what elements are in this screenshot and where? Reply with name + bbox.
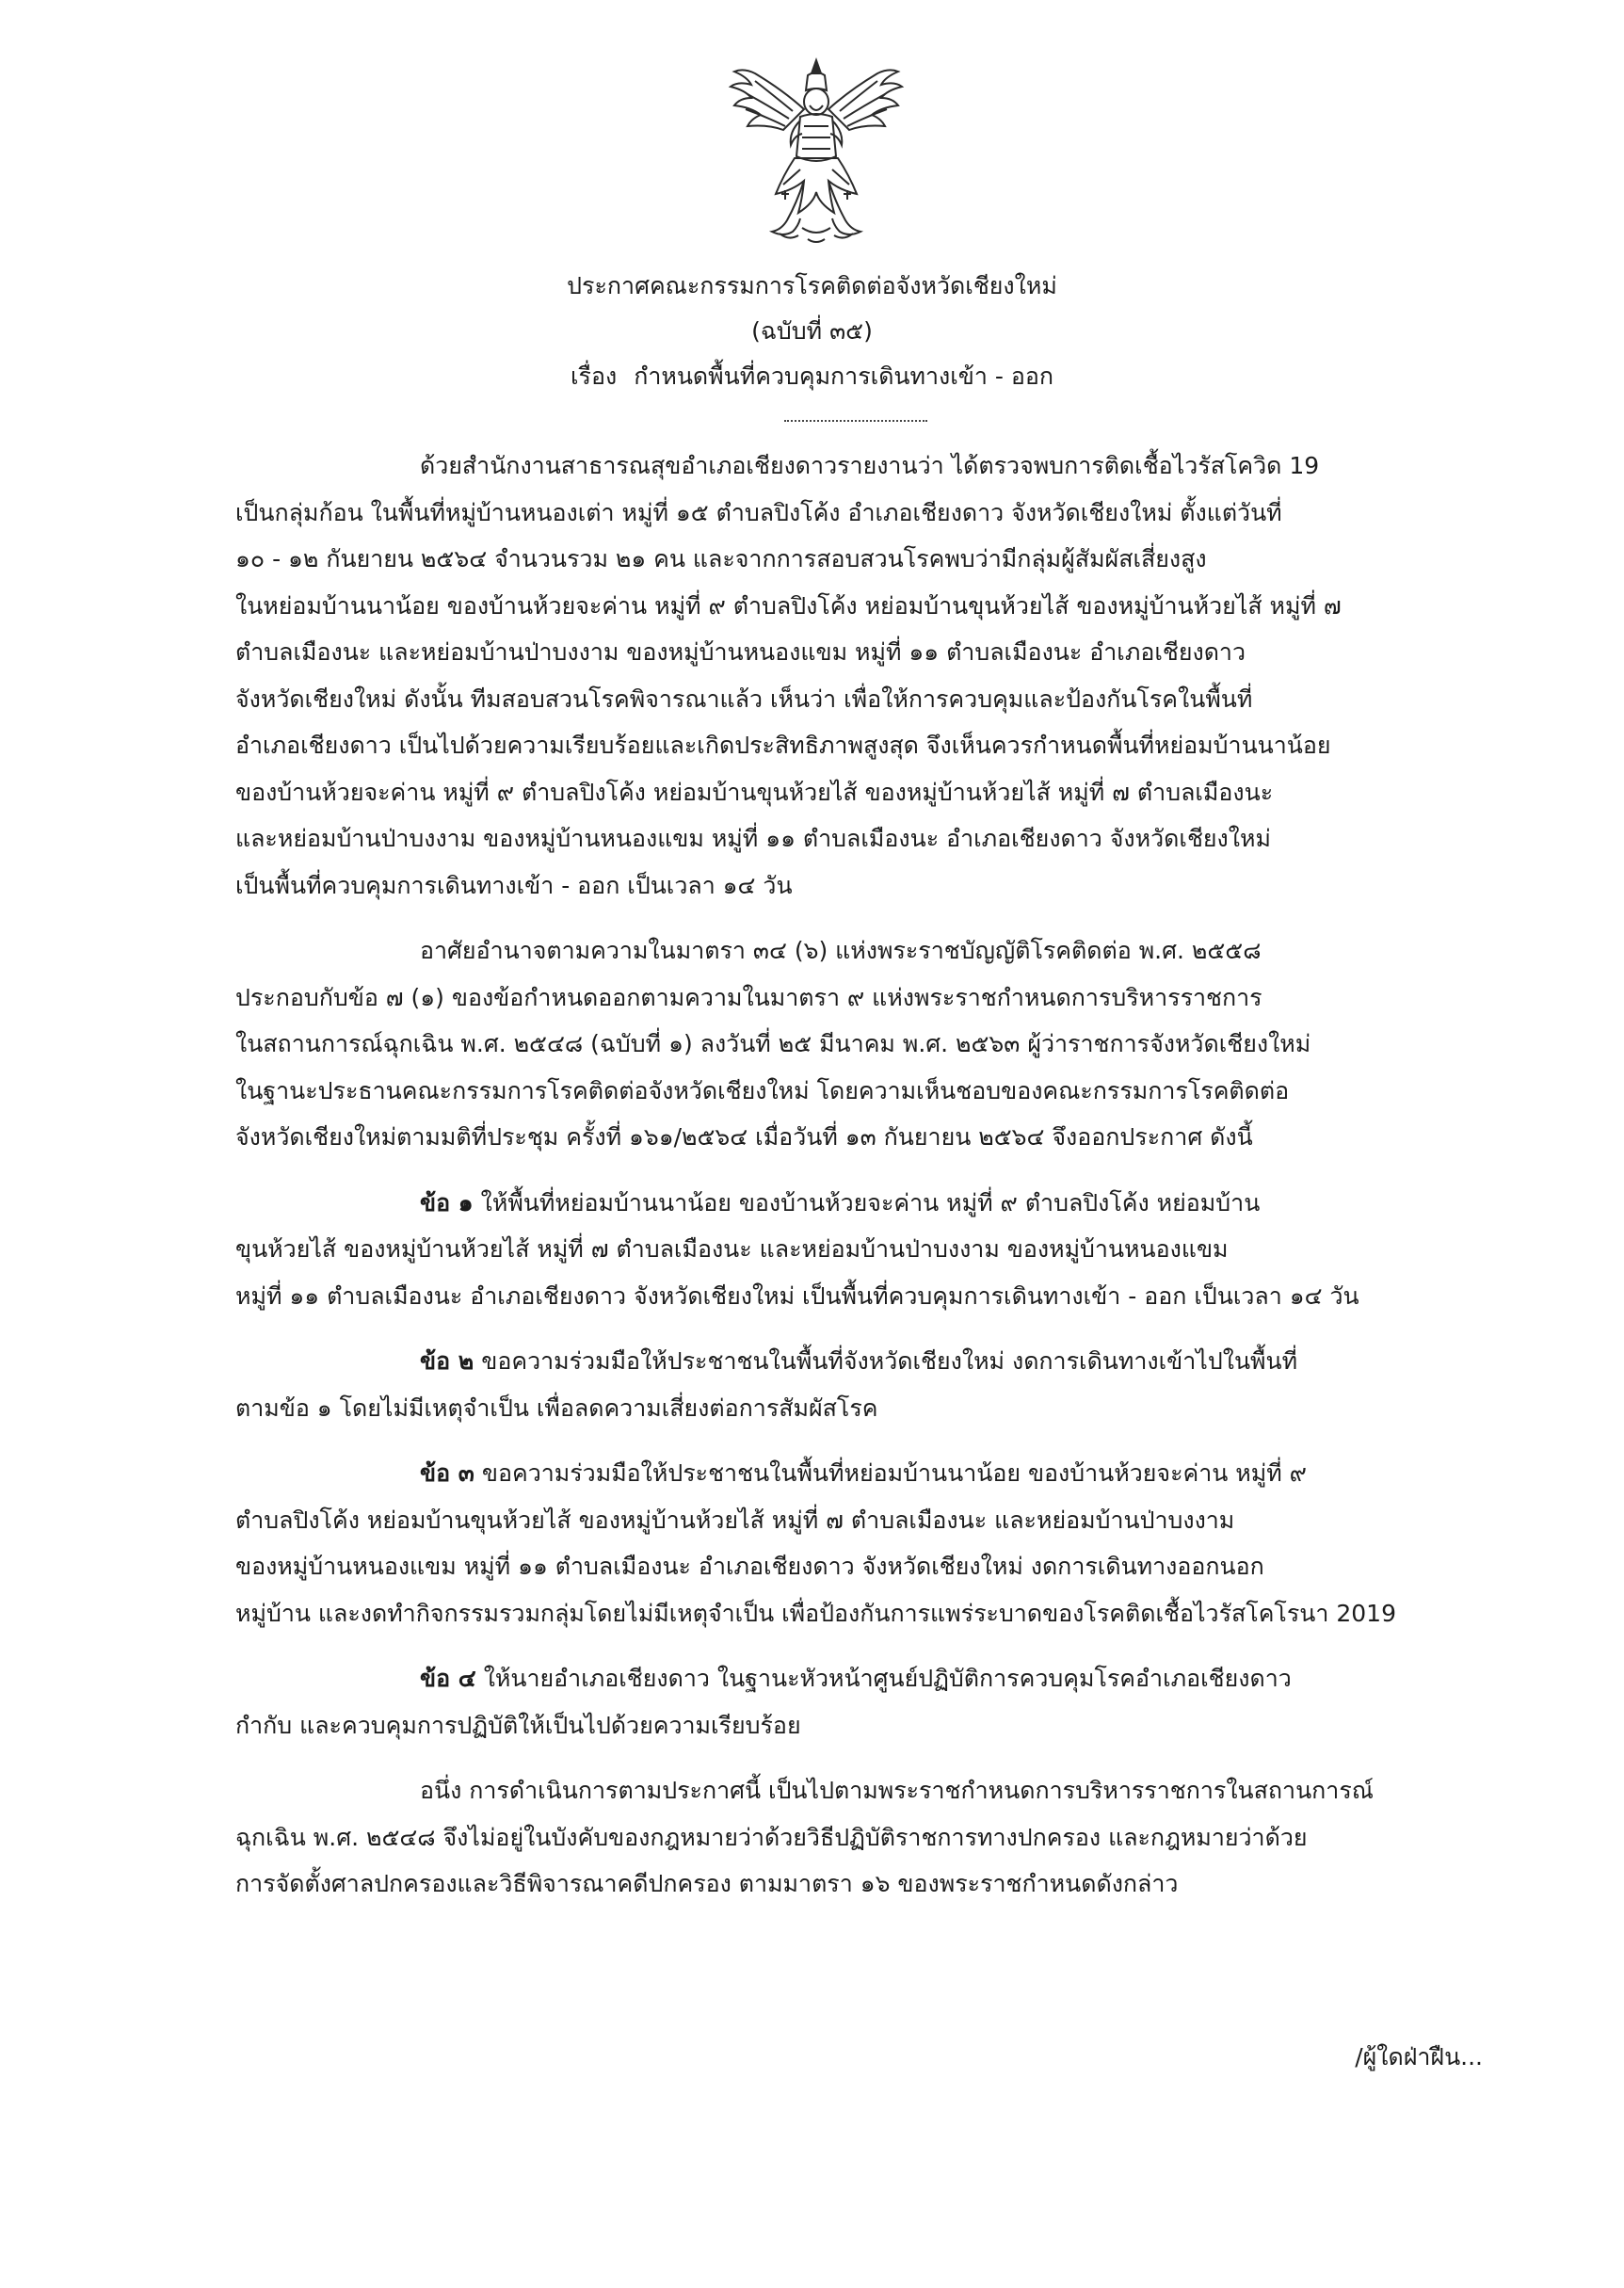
- line-text: ของหมู่บ้านหนองแขม หมู่ที่ ๑๑ ตำบลเมืองนะ อำเภอเชียงดาว จังหวัดเชียงใหม่ งดการเดินทางออกนอก: [235, 1553, 1264, 1580]
- text-line: [235, 1767, 1475, 1814]
- text-line: [235, 1497, 1475, 1544]
- line-text: จังหวัดเชียงใหม่ ดังนั้น ทีมสอบสวนโรคพิจารณาแล้ว เห็นว่า เพื่อให้การควบคุมและป้องกันโรคในพื้นที่: [235, 685, 1253, 713]
- line-text: ในฐานะประธานคณะกรรมการโรคติดต่อจังหวัดเชียงใหม่ โดยความเห็นชอบของคณะกรรมการโรคติดต่อ: [235, 1076, 1290, 1104]
- text-line: [235, 1068, 1475, 1115]
- clause-label: ข้อ ๑: [420, 1188, 474, 1217]
- issue-number: (ฉบับที่ ๓๕): [751, 317, 873, 345]
- garuda-emblem-icon: [727, 53, 906, 250]
- line-text: ของบ้านห้วยจะค่าน หมู่ที่ ๙ ตำบลปิงโค้ง หย่อมบ้านขุนห้วยไส้ ของหมู่บ้านห้วยไส้ หมู่ที่ ๗ ตำบลเมืองนะ: [235, 778, 1274, 806]
- document-body: [235, 443, 1475, 1926]
- line-text: ตำบลเมืองนะ และหย่อมบ้านป่าบงงาม ของหมู่บ้านหนองแขม หมู่ที่ ๑๑ ตำบลเมืองนะ อำเภอเชียงดาว: [235, 638, 1246, 666]
- line-text: ประกอบกับข้อ ๗ (๑) ของข้อกำหนดออกตามความในมาตรา ๙ แห่งพระราชกำหนดการบริหารราชการ: [235, 983, 1262, 1011]
- text-line: [235, 1543, 1475, 1590]
- text-line: [235, 1180, 1475, 1227]
- line-text: จังหวัดเชียงใหม่ตามมติที่ประชุม ครั้งที่ ๑๖๑/๒๕๖๔ เมื่อวันที่ ๑๓ กันยายน ๒๕๖๔ จึงออกประกาศ ดังนี้: [235, 1123, 1253, 1151]
- line-text: ให้พื้นที่หย่อมบ้านนาน้อย ของบ้านห้วยจะค่าน หมู่ที่ ๙ ตำบลปิงโค้ง หย่อมบ้าน: [480, 1188, 1261, 1217]
- clause-label: ข้อ ๔: [420, 1665, 476, 1692]
- text-line: [235, 975, 1475, 1022]
- line-text: ขอความร่วมมือให้ประชาชนในพื้นที่จังหวัดเชียงใหม่ งดการเดินทางเข้าไปในพื้นที่: [481, 1347, 1298, 1375]
- line-text: กำกับ และควบคุมการปฏิบัติให้เป็นไปด้วยความเรียบร้อย: [235, 1711, 801, 1739]
- text-line: [235, 1590, 1475, 1637]
- text-line: [235, 1226, 1475, 1273]
- line-text: ๑๐ - ๑๒ กันยายน ๒๕๖๔ จำนวนรวม ๒๑ คน และจากการสอบสวนโรคพบว่ามีกลุ่มผู้สัมผัสเสี่ยงสูง: [235, 545, 1207, 572]
- text-line: [235, 1450, 1475, 1497]
- text-line: [235, 536, 1475, 583]
- line-text: ตำบลปิงโค้ง หย่อมบ้านขุนห้วยไส้ ของหมู่บ้านห้วยไส้ หมู่ที่ ๗ ตำบลเมืองนะ และหย่อมบ้านป่าบงงาม: [235, 1506, 1235, 1534]
- line-text: อำเภอเชียงดาว เป็นไปด้วยความเรียบร้อยและเกิดประสิทธิภาพสูงสุด จึงเห็นควรกำหนดพื้นที่หย่อมบ้านนาน้อย: [235, 732, 1331, 759]
- line-text: อาศัยอำนาจตามความในมาตรา ๓๔ (๖) แห่งพระราชบัญญัติโรคติดต่อ พ.ศ. ๒๕๕๘: [420, 937, 1262, 964]
- text-line: [235, 1702, 1475, 1749]
- line-text: ขุนห้วยไส้ ของหมู่บ้านห้วยไส้ หมู่ที่ ๗ ตำบลเมืองนะ และหย่อมบ้านป่าบงงาม ของหมู่บ้านหนองแขม: [235, 1235, 1229, 1263]
- text-line: [235, 1814, 1475, 1861]
- body-paragraph: [235, 443, 1475, 909]
- line-text: และหย่อมบ้านป่าบงงาม ของหมู่บ้านหนองแขม หมู่ที่ ๑๑ ตำบลเมืองนะ อำเภอเชียงดาว จังหวัดเชียงใหม่: [235, 825, 1271, 852]
- text-line: [235, 490, 1475, 537]
- continued-marker: /ผู้ใดฝ่าฝืน...: [1355, 2043, 1483, 2070]
- line-text: ตามข้อ ๑ โดยไม่มีเหตุจำเป็น เพื่อลดความเสี่ยงต่อการสัมผัสโรค: [235, 1394, 878, 1422]
- header-separator: [784, 420, 927, 422]
- text-line: [235, 1114, 1475, 1161]
- line-text: หมู่บ้าน และงดทำกิจกรรมรวมกลุ่มโดยไม่มีเหตุจำเป็น เพื่อป้องกันการแพร่ระบาดของโรคติดเชื้อไวรัสโคโรนา 2019: [235, 1599, 1396, 1627]
- text-line: [235, 1338, 1475, 1385]
- text-line: [235, 443, 1475, 490]
- line-text: เป็นพื้นที่ควบคุมการเดินทางเข้า - ออก เป็นเวลา ๑๔ วัน: [235, 871, 793, 899]
- body-paragraph: [235, 927, 1475, 1161]
- line-text: ขอความร่วมมือให้ประชาชนในพื้นที่หย่อมบ้านนาน้อย ของบ้านห้วยจะค่าน หมู่ที่ ๙: [481, 1459, 1307, 1487]
- clause-label: ข้อ ๒: [420, 1347, 474, 1375]
- document-title: ประกาศคณะกรรมการโรคติดต่อจังหวัดเชียงใหม่: [567, 272, 1057, 299]
- text-line: [235, 1021, 1475, 1068]
- text-line: [235, 676, 1475, 723]
- text-line: [235, 769, 1475, 816]
- line-text: ในหย่อมบ้านนาน้อย ของบ้านห้วยจะค่าน หมู่ที่ ๙ ตำบลปิงโค้ง หย่อมบ้านขุนห้วยไส้ ของหมู่บ้านห้วยไส้ หมู่ที่ ๗: [235, 591, 1342, 620]
- line-text: การจัดตั้งศาลปกครองและวิธีพิจารณาคดีปกครอง ตามมาตรา ๑๖ ของพระราชกำหนดดังกล่าว: [235, 1870, 1179, 1897]
- line-text: ในสถานการณ์ฉุกเฉิน พ.ศ. ๒๕๔๘ (ฉบับที่ ๑) ลงวันที่ ๒๕ มีนาคม พ.ศ. ๒๕๖๓ ผู้ว่าราชการจังหวัดเชียงใหม่: [235, 1030, 1311, 1057]
- text-line: [235, 862, 1475, 910]
- text-line: [235, 722, 1475, 769]
- subject-label: เรื่อง: [570, 363, 618, 390]
- line-text: ด้วยสำนักงานสาธารณสุขอำเภอเชียงดาวรายงานว่า ได้ตรวจพบการติดเชื้อไวรัสโควิด 19: [420, 452, 1320, 479]
- line-text: ให้นายอำเภอเชียงดาว ในฐานะหัวหน้าศูนย์ปฏิบัติการควบคุมโรคอำเภอเชียงดาว: [483, 1665, 1292, 1692]
- body-paragraph: [235, 1767, 1475, 1908]
- text-line: [235, 1273, 1475, 1320]
- text-line: [235, 815, 1475, 862]
- clause-paragraph: [235, 1338, 1475, 1431]
- text-line: [235, 1861, 1475, 1908]
- line-text: หมู่ที่ ๑๑ ตำบลเมืองนะ อำเภอเชียงดาว จังหวัดเชียงใหม่ เป็นพื้นที่ควบคุมการเดินทางเข้า - ออก เป็นเวลา ๑๔ วัน: [235, 1281, 1359, 1310]
- clause-paragraph: [235, 1180, 1475, 1320]
- subject-line: [0, 354, 1624, 399]
- text-line: [235, 583, 1475, 630]
- text-line: [235, 629, 1475, 676]
- clause-paragraph: [235, 1450, 1475, 1636]
- clause-label: ข้อ ๓: [420, 1459, 474, 1487]
- subject-text: กำหนดพื้นที่ควบคุมการเดินทางเข้า - ออก: [634, 363, 1054, 390]
- document-header: [0, 264, 1624, 399]
- clause-paragraph: [235, 1655, 1475, 1748]
- text-line: [235, 1385, 1475, 1432]
- line-text: ฉุกเฉิน พ.ศ. ๒๕๔๘ จึงไม่อยู่ในบังคับของกฎหมายว่าด้วยวิธีปฏิบัติราชการทางปกครอง และกฎหมายว่าด้วย: [235, 1823, 1308, 1851]
- text-line: [235, 1655, 1475, 1702]
- line-text: เป็นกลุ่มก้อน ในพื้นที่หมู่บ้านหนองเต่า หมู่ที่ ๑๕ ตำบลปิงโค้ง อำเภอเชียงดาว จังหวัดเชียงใหม่ ตั้งแต่วันที่: [235, 498, 1282, 526]
- text-line: [235, 927, 1475, 975]
- line-text: อนึ่ง การดำเนินการตามประกาศนี้ เป็นไปตามพระราชกำหนดการบริหารราชการในสถานการณ์: [420, 1777, 1374, 1804]
